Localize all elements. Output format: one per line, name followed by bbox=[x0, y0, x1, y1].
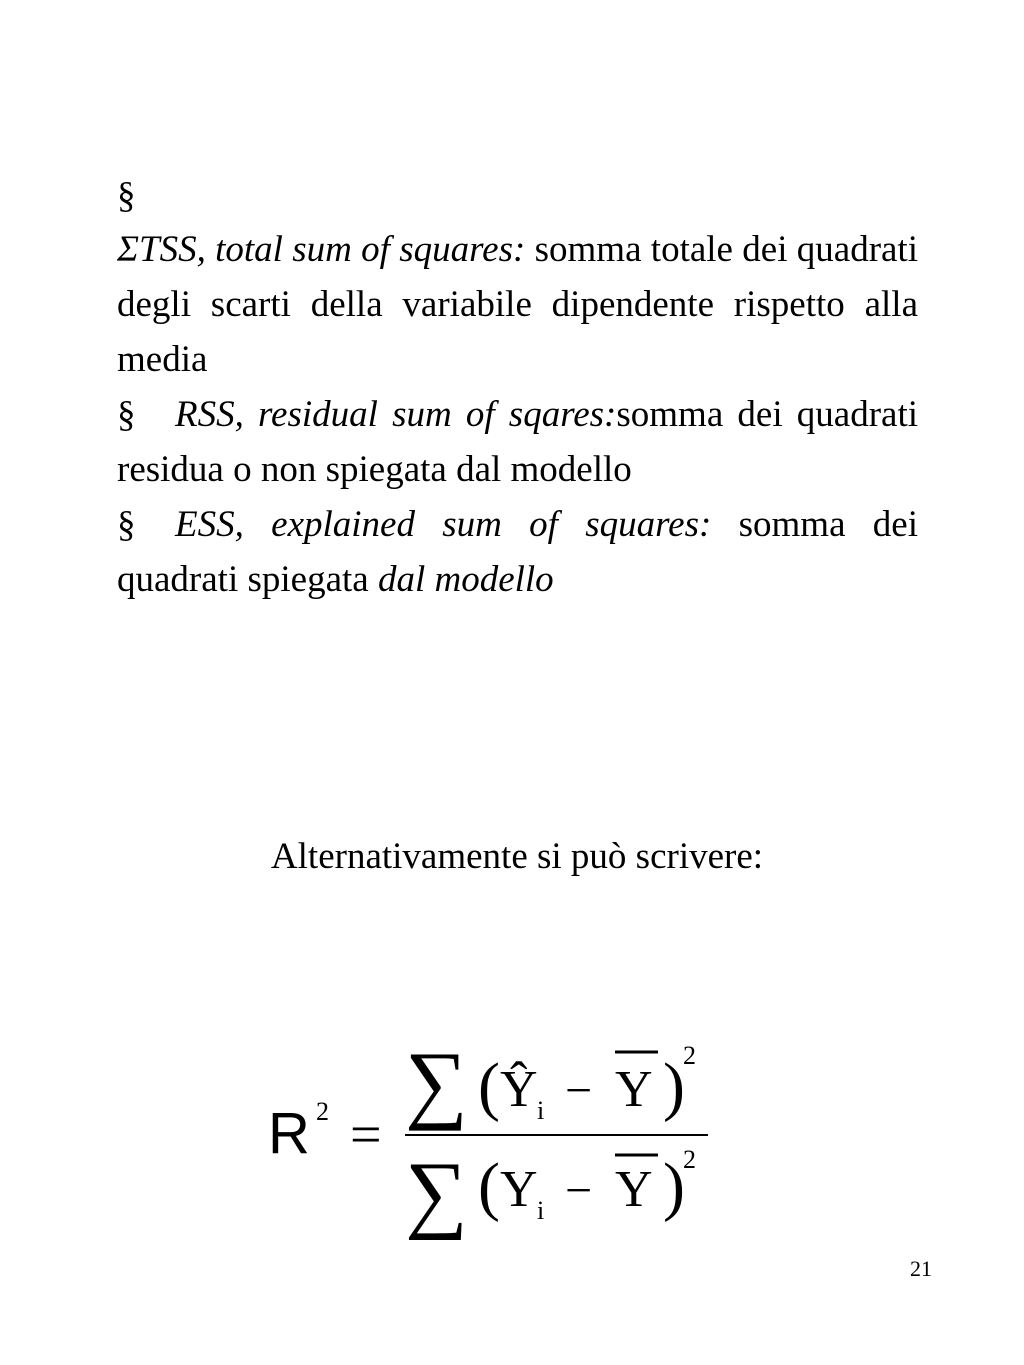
numerator-y-bar: Y bbox=[615, 1061, 653, 1118]
formula-svg bbox=[260, 1030, 720, 1240]
ess-definition bbox=[117, 497, 918, 607]
denominator-close-paren: ) bbox=[663, 1150, 685, 1223]
numerator-exponent: 2 bbox=[683, 1041, 696, 1070]
tss-term: ΣTSS, total sum of squares: bbox=[117, 229, 526, 270]
rss-bullet: § bbox=[117, 394, 136, 435]
ess-description-italic: dal modello bbox=[377, 559, 554, 600]
numerator-close-paren: ) bbox=[663, 1050, 685, 1123]
formula-lhs: R bbox=[268, 1101, 310, 1166]
denominator-minus: − bbox=[565, 1164, 593, 1217]
tss-definition bbox=[117, 222, 918, 387]
numerator-open-paren: ( bbox=[478, 1050, 500, 1123]
alternative-statement: Alternativamente si può scrivere: bbox=[270, 836, 764, 877]
ess-term: ESS, explained sum of squares: bbox=[175, 504, 712, 545]
r-squared-formula bbox=[260, 1030, 720, 1240]
numerator-y-hat: Ŷ bbox=[500, 1061, 538, 1118]
section-sign: § bbox=[117, 175, 136, 216]
ess-bullet: § bbox=[117, 504, 136, 545]
page-number: 21 bbox=[910, 1256, 932, 1281]
rss-term: RSS, residual sum of sqares: bbox=[175, 394, 617, 435]
denominator-y: Y bbox=[500, 1161, 538, 1218]
ess-description: somma dei quadrati spiegata bbox=[117, 504, 918, 600]
lone-bullet bbox=[117, 170, 918, 222]
denominator-exponent: 2 bbox=[683, 1145, 696, 1174]
formula-equals: = bbox=[350, 1104, 382, 1166]
denominator-sum: ∑ bbox=[405, 1145, 468, 1240]
definitions-block bbox=[117, 170, 918, 607]
numerator-minus: − bbox=[565, 1064, 593, 1117]
tss-description: somma totale dei quadrati degli scarti della variabile dipendente rispetto alla media bbox=[117, 229, 918, 380]
numerator-subscript: i bbox=[537, 1096, 545, 1125]
rss-definition bbox=[117, 387, 918, 497]
numerator-sum: ∑ bbox=[405, 1035, 468, 1132]
denominator-open-paren: ( bbox=[478, 1150, 500, 1223]
formula-lhs-exponent: 2 bbox=[316, 1097, 329, 1126]
denominator-subscript: i bbox=[537, 1196, 545, 1225]
rss-description: somma dei quadrati residua o non spiegata dal modello bbox=[117, 394, 919, 490]
denominator-y-bar: Y bbox=[615, 1161, 653, 1218]
